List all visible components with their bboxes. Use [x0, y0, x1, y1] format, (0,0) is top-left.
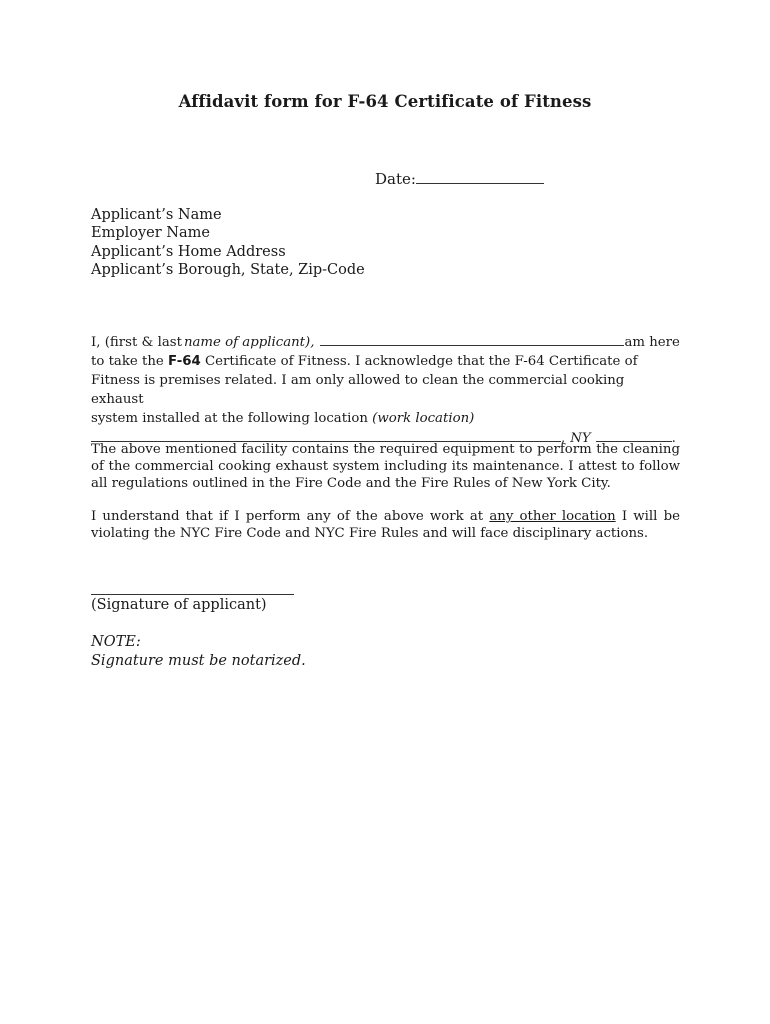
note-block [91, 633, 306, 671]
statement-line-4 [91, 409, 680, 428]
date-label: Date: [375, 170, 416, 188]
applicant-name-line: Applicant’s Name [91, 207, 222, 223]
note-label: NOTE: [91, 634, 141, 650]
statement-line-3: Fitness is premises related. I am only allowed to clean the commercial cooking exhaust [91, 373, 625, 407]
statement-paragraph [91, 332, 680, 448]
home-address-line: Applicant’s Home Address [91, 243, 286, 260]
applicant-header-block [91, 206, 365, 280]
work-location-blank-line [91, 428, 561, 442]
date-field [375, 169, 544, 188]
statement-line-2-prefix: to take the [91, 354, 169, 369]
ny-zip-blank-line [596, 428, 672, 442]
statement-line-1 [91, 332, 680, 352]
statement-line-4-prefix: system installed at the following location [91, 411, 373, 426]
statement-line-2 [91, 352, 680, 371]
ny-label: NY [570, 431, 591, 446]
statement-name-prefix: I, (first & last [91, 335, 182, 350]
applicant-name-blank-line [320, 332, 624, 346]
borough-state-zip-line: Applicant’s Borough, State, Zip-Code [91, 262, 365, 279]
employer-name-line: Employer Name [91, 225, 210, 242]
location-comma: , [561, 431, 566, 446]
f64-bold-text: F-64 [168, 354, 201, 369]
location-period: . [671, 431, 676, 446]
work-location-italic: (work location) [372, 411, 475, 426]
date-blank-line [416, 169, 544, 184]
facility-paragraph: The above mentioned facility contains the required equipment to perform the cleaning of the commercial cooking exhaust system including its maintenance. I attest to follow all regulations outlined in the Fire Code and the Fire Rules of New York City. [91, 442, 680, 491]
violation-paragraph [91, 508, 680, 542]
signature-label: (Signature of applicant) [91, 597, 267, 613]
signature-line [91, 594, 294, 595]
violation-suffix: I will be violating the NYC Fire Code and NYC Fire Rules and will face disciplinary actions. [91, 509, 680, 541]
any-other-location-text: any other location [489, 509, 616, 524]
statement-line-2-suffix: Certificate of Fitness. I acknowledge that the F-64 Certificate of [200, 354, 638, 369]
note-text: Signature must be notarized. [91, 653, 306, 669]
violation-prefix: I understand that if I perform any of the above work at [91, 509, 490, 524]
document-title: Affidavit form for F-64 Certificate of Fitness [178, 92, 592, 111]
statement-name-italic: name of applicant), [183, 335, 315, 350]
statement-name-suffix: am here [624, 335, 680, 350]
